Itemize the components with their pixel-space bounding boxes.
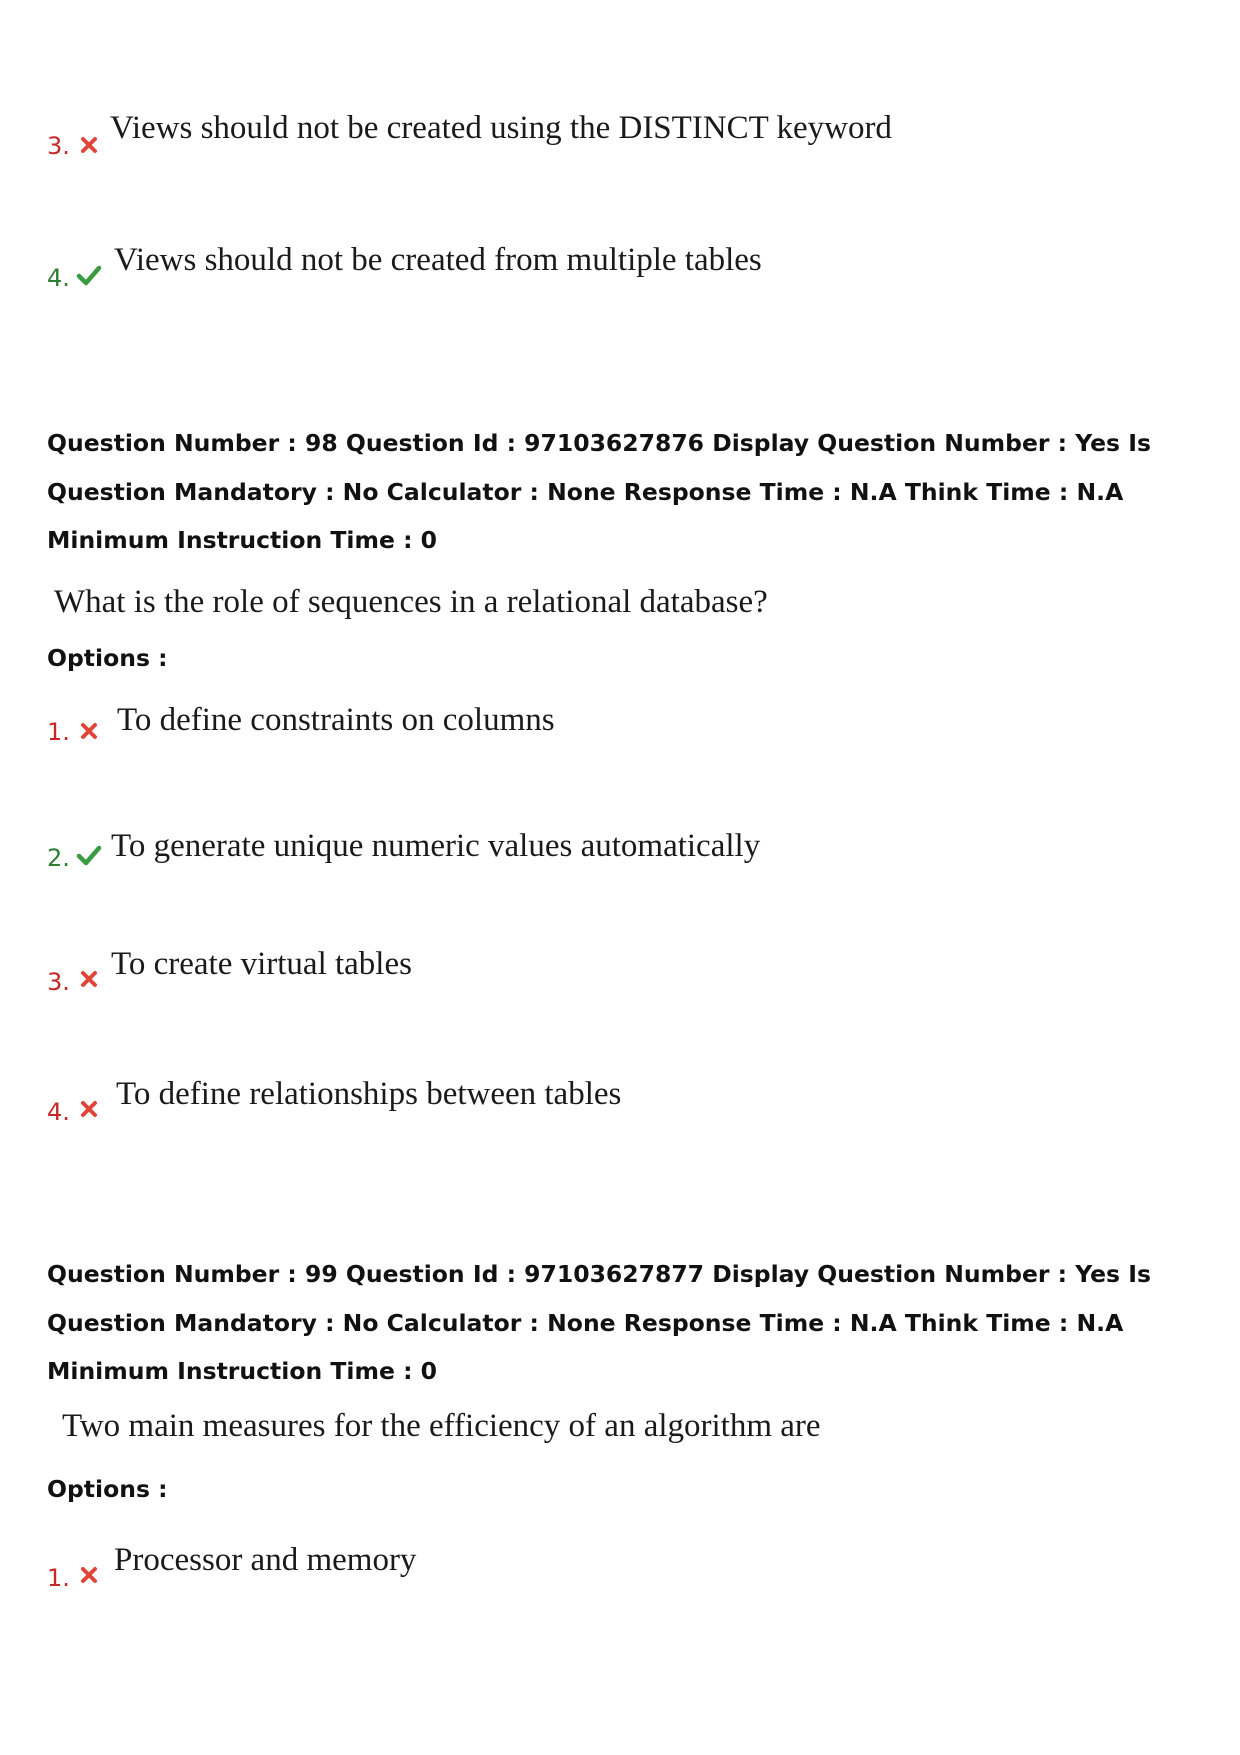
option-item [0, 1542, 1240, 1602]
cross-icon [78, 1564, 100, 1586]
check-icon [76, 264, 102, 286]
option-number: 4. [47, 264, 70, 292]
question-header: Question Number : 98 Question Id : 97103627876 Display Question Number : Yes Is Question Mandatory : No Calculator : None Response Time : N.A Think Time : N.A Minimum Instruction Time : 0 [47, 429, 1151, 554]
option-text: Views should not be created from multiple tables [114, 242, 762, 278]
options-label: Options : [47, 1475, 168, 1503]
option-text: To create virtual tables [111, 946, 412, 982]
cross-icon [78, 134, 100, 156]
option-item [0, 946, 1240, 1006]
option-text: Processor and memory [114, 1542, 417, 1578]
question-header: Question Number : 99 Question Id : 97103627877 Display Question Number : Yes Is Question Mandatory : No Calculator : None Response Time : N.A Think Time : N.A Minimum Instruction Time : 0 [47, 1260, 1151, 1385]
option-text: To define relationships between tables [116, 1076, 622, 1112]
cross-icon [78, 968, 100, 990]
option-text: To generate unique numeric values automatically [111, 828, 761, 864]
option-number: 3. [47, 132, 70, 160]
option-number: 3. [47, 968, 70, 996]
option-number: 1. [47, 1564, 70, 1592]
option-item [0, 1076, 1240, 1136]
option-number: 2. [47, 844, 70, 872]
question-text: What is the role of sequences in a relational database? [54, 584, 768, 620]
cross-icon [78, 720, 100, 742]
option-text: To define constraints on columns [117, 702, 555, 738]
option-text: Views should not be created using the DISTINCT keyword [110, 110, 892, 146]
option-item [0, 702, 1240, 762]
cross-icon [78, 1098, 100, 1120]
option-item [0, 242, 1240, 302]
option-item [0, 828, 1240, 888]
option-item [0, 108, 1240, 168]
option-number: 4. [47, 1098, 70, 1126]
check-icon [76, 844, 102, 866]
option-number: 1. [47, 718, 70, 746]
question-text: Two main measures for the efficiency of an algorithm are [62, 1408, 821, 1444]
options-label: Options : [47, 644, 168, 672]
